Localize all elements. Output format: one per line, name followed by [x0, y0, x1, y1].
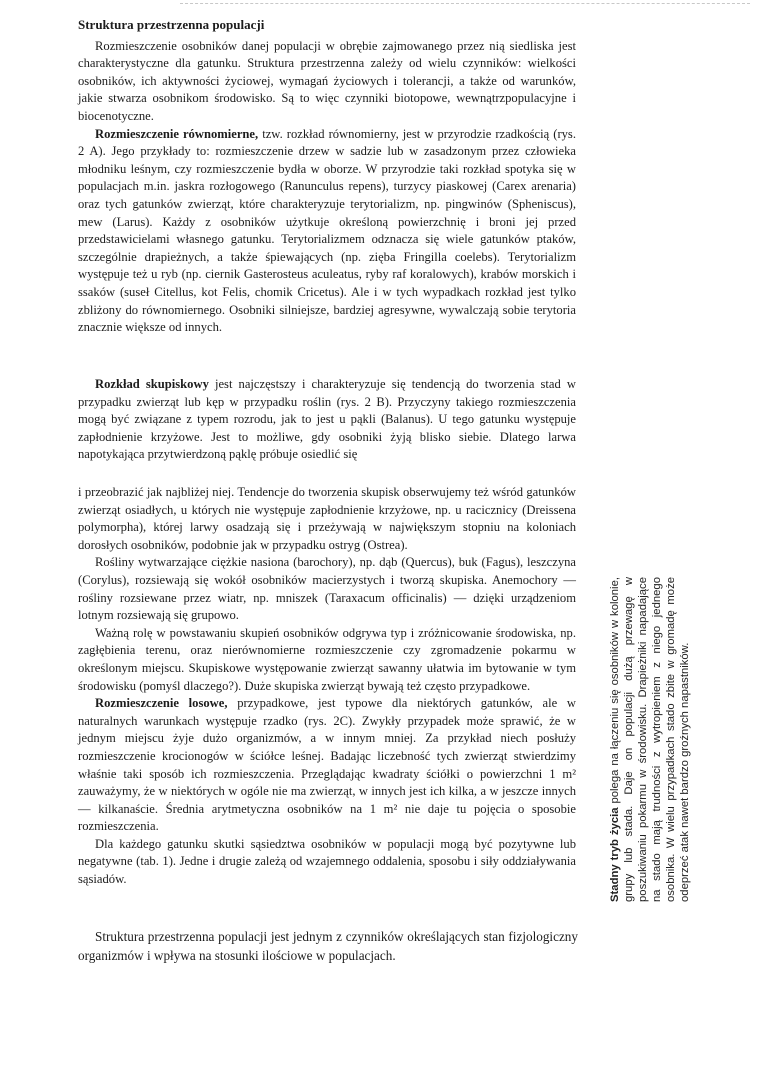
sidebar-paragraph	[609, 577, 692, 902]
clumped-paragraph	[78, 376, 576, 464]
intro-paragraph: Rozmieszczenie osobników danej populacji w obrębie zajmowanego przez nią siedliska jest charakterystyczne dla gatunku. Struktura przestrzenna zależy od wielu czynników: wielkości osobników, ich aktywności życiowej, wymagań życiowych i tolerancji, a także od warunków, jakie stwarza osobnikom środowisko. Są to więc czynniki biotopowe, wewnątrzpopulacyjne i biocenotyczne.	[78, 38, 576, 123]
habitat-paragraph: Ważną rolę w powstawaniu skupień osobników odgrywa typ i zróżnicowanie środowiska, np. zagłębienia terenu, oraz nierównomierne rozmieszczenie czy zgromadzenie pokarmu w określonym miejscu. Skupiskowe występowanie zwierząt sawanny ułatwia im bytowanie w tym środowisku (pomyśl dlaczego?). Duże skupiska zwierząt bywają też często przypadkowe.	[78, 625, 576, 693]
random-paragraph	[78, 695, 576, 836]
main-text-middle	[78, 376, 576, 464]
clumped-text: jest najczęstszy i charakteryzuje się tendencją do tworzenia stad w przypadku zwierząt lub kęp w przypadku roślin (rys. 2 B). Przyczyny takiego rozmieszczenia mogą być związane z typem rozrodu, jak to jest u pąkli (Balanus). U tego gatunku występuje zapłodnienie krzyżowe. Jest to możliwe, gdy osobniki żyją blisko siebie. Dlatego larwa napotykająca przytwierdzoną pąklę próbuje osiedlić się	[78, 377, 576, 462]
clumped-continuation: i przeobrazić jak najbliżej niej. Tendencje do tworzenia skupisk obserwujemy też wśród gatunków zwierząt osiadłych, u których nie występuje zapłodnienie krzyżowe, np. u racicznicy (Dreissena polymorpha), której larwy osadzają się i przeżywają w największym stopniu na koloniach dorosłych osobników, podobnie jak w przypadku ostryg (Ostrea).	[78, 485, 576, 552]
plants-paragraph: Rośliny wytwarzające ciężkie nasiona (barochory), np. dąb (Quercus), buk (Fagus), leszczyna (Corylus), rozsiewają się wokół osobników macierzystych i tworzą skupiska. Anemochory — rośliny rozsiewane przez wiatr, np. mniszek (Taraxacum officinalis) — dzięki urządzeniom lotnym rozsiewają się grupowo.	[78, 555, 576, 623]
sidebar-text: polega na łączeniu się osobników w kolonie, grupy lub stada. Daje on populacji dużą przewagę w poszukiwaniu pokarmu w środowisku. Drapieżniki napadające na stado mają trudności z wytropieniem z niego jednego osobnika. W wielu przypadkach stado zbite w gromadę może odeprzeć atak nawet bardzo groźnych napastników.	[609, 577, 691, 902]
sidebar-note-rotated	[609, 577, 692, 902]
main-text-upper	[78, 16, 576, 337]
uniform-paragraph	[78, 126, 576, 337]
summary-paragraph: Struktura przestrzenna populacji jest jednym z czynników określających stan fizjologiczny organizmów i wpływa na stosunki ilościowe w populacjach.	[78, 929, 578, 963]
neighbors-paragraph: Dla każdego gatunku skutki sąsiedztwa osobników w populacji mogą być pozytywne lub negatywne (tab. 1). Jedne i drugie zależą od wzajemnego oddalenia, sposobu i siły oddziaływania sąsiadów.	[78, 836, 576, 887]
uniform-text: tzw. rozkład równomierny, jest w przyrodzie rzadkością (rys. 2 A). Jego przykłady to: rozmieszczenie drzew w sadzie lub w zasadzonym przez człowieka młodniku leśnym, czy rozmieszczenie bydła w oborze. W przyrodzie taki rozkład spotyka się w populacjach m.in. jaskra rozłogowego (Ranunculus repens), turzycy piaskowej (Carex arenaria) oraz tych gatunków zwierząt, które charakteryzuje terytorializm, np. pingwinów (Spheniscus), mew (Larus). Każdy z osobników użytkuje określoną powierzchnię i broni jej przed przedstawicielami własnego gatunku. Terytorializmem odznacza się wiele gatunków ptaków, szczególnie drapieżnych, a także śpiewających (np. zięba Fringilla coelebs). Terytorializm występuje też u ryb (np. ciernik Gasterosteus aculeatus, ryby raf koralowych), krabów morskich i ssaków (suseł Citellus, kot Felis, chomik Cricetus). Ale i w tych wypadkach rozkład jest tylko zbliżony do równomiernego. Osobniki silniejsze, bardziej agresywne, wywalczają sobie terytoria znacznie większe od innych.	[78, 126, 576, 335]
clumped-heading: Rozkład skupiskowy	[95, 377, 209, 391]
sidebar-heading: Stadny tryb życia	[609, 807, 621, 902]
random-heading: Rozmieszczenie losowe,	[95, 696, 228, 711]
summary-block	[78, 927, 578, 965]
uniform-heading: Rozmieszczenie równomierne,	[95, 126, 259, 141]
section-title: Struktura przestrzenna populacji	[78, 17, 265, 32]
random-text: przypadkowe, jest typowe dla niektórych gatunków, ale w naturalnych warunkach występuje rzadko (rys. 2C). Zwykły przypadek może sprawić, że w jednym miejscu żyje dużo organizmów, a w innym mniej. Za przykład niech posłuży rozmieszczenie krocionogów w ściółce leśnej. Badając liczebność tych zwierząt stwierdzimy właśnie taki sposób ich rozmieszczenia. Przeglądając kwadraty ściółki o powierzchni 1 m² zauważymy, że w niektórych w ogóle nie ma zwierząt, w innych jest ich kilka, a w jeszcze innych — kilkanaście. Średnia arytmetyczna osobników na 1 m² nie daje tu pojęcia o sposobie rozmieszczenia.	[78, 696, 576, 834]
main-text-lower	[78, 484, 576, 889]
top-dashed-rule	[180, 3, 750, 4]
